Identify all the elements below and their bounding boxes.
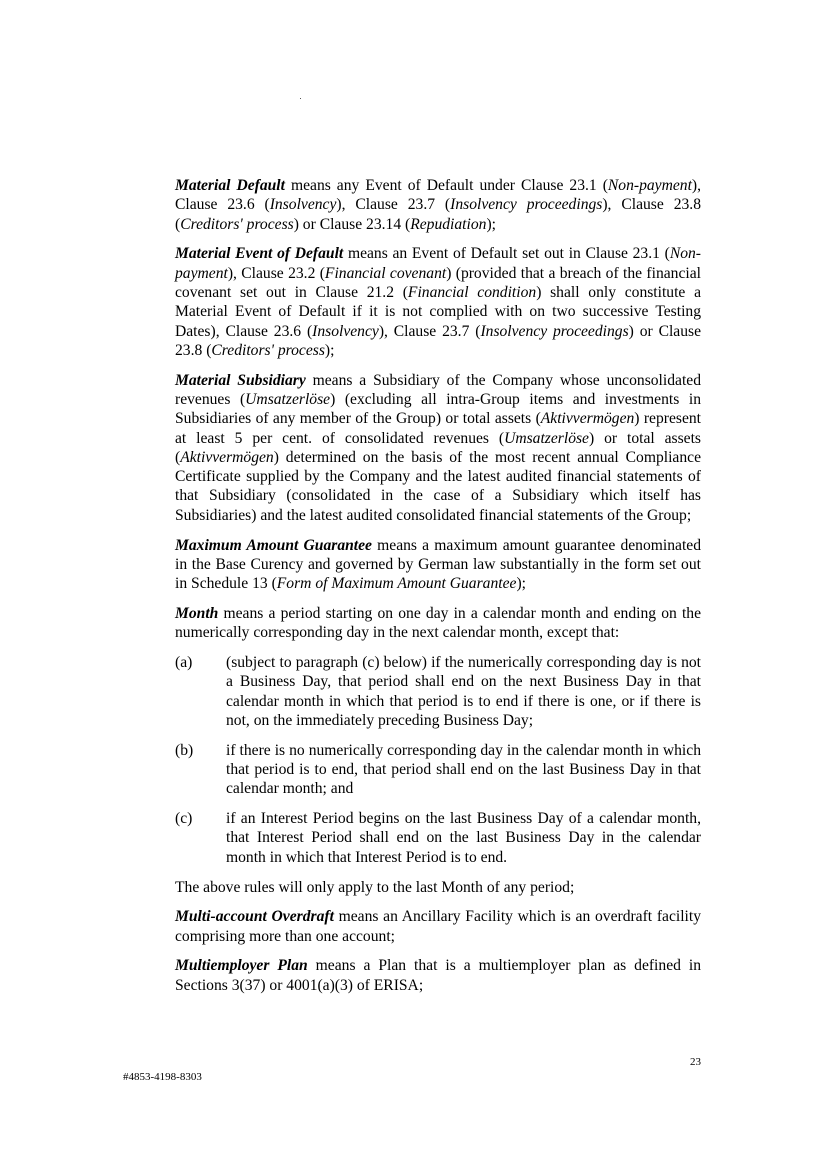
definition-material-default: Material Default means any Event of Default under Clause 23.1 (Non-payment), Clause 23.6 (Insolvency), Clause 23.7 (Insolvency proceedings), Clause 23.8 (Creditors' process) or Clause 23.14 (Repudiation); — [175, 177, 701, 233]
definition-multi-account-overdraft: Multi-account Overdraft means an Ancillary Facility which is an overdraft facility comprising more than one account; — [175, 908, 701, 945]
definitions-body — [175, 176, 701, 1005]
definition-multiemployer-plan: Multiemployer Plan means a Plan that is a multiemployer plan as defined in Sections 3(37) or 4001(a)(3) of ERISA; — [175, 957, 701, 994]
term: Material Subsidiary — [175, 371, 306, 389]
list-item-label: (c) — [175, 810, 193, 828]
list-item-text: if an Interest Period begins on the last Business Day of a calendar month, that Interest Period shall end on the last Business Day in the calendar month in which that Interest Period is to end. — [226, 810, 701, 866]
month-closing-rule: The above rules will only apply to the last Month of any period; — [175, 878, 575, 896]
list-item-text: (subject to paragraph (c) below) if the numerically corresponding day is not a Business Day, that period shall end on the next Business Day in that calendar month in which that period is to end if there is one, or if there is not, on the immediately preceding Business Day; — [226, 654, 701, 729]
page-number: 23 — [690, 1056, 701, 1068]
term: Material Default — [175, 177, 285, 194]
term: Month — [175, 604, 219, 622]
term: Multi-account Overdraft — [175, 908, 334, 926]
list-item — [175, 741, 701, 799]
list-item-text: if there is no numerically corresponding day in the calendar month in which that period is to end, that period shall end on the last Business Day in that calendar month; and — [226, 741, 701, 798]
document-id: #4853-4198-8303 — [123, 1071, 202, 1083]
list-item-label: (b) — [175, 741, 194, 759]
list-item-label: (a) — [175, 654, 193, 672]
list-item — [175, 809, 701, 867]
definition-material-event-of-default: Material Event of Default means an Event of Default set out in Clause 23.1 (Non-payment), Clause 23.2 (Financial covenant) (provided that a breach of the financial covenant set out in Clause 21.2 (Financial condition) shall only constitute a Material Event of Default if it is not complied with on two successive Testing Dates), Clause 23.6 (Insolvency), Clause 23.7 (Insolvency proceedings) or Clause 23.8 (Creditors' process); — [175, 245, 702, 359]
definition-month: Month means a period starting on one day in a calendar month and ending on the numerically corresponding day in the next calendar month, except that: — [175, 604, 701, 642]
definition-material-subsidiary: Material Subsidiary means a Subsidiary of the Company whose unconsolidated revenues (Umsatzerlöse) (excluding all intra-Group items and investments in Subsidiaries of any member of the Group) or total assets (Aktivvermögen) represent at least 5 per cent. of consolidated revenues (Umsatzerlöse) or total assets (Aktivvermögen) determined on the basis of the most recent annual Compliance Certificate supplied by the Company and the latest audited financial statements of that Subsidiary (consolidated in the case of a Subsidiary which itself has Subsidiaries) and the latest audited consolidated financial statements of the Group; — [175, 371, 701, 524]
term: Material Event of Default — [175, 245, 344, 263]
list-item — [175, 653, 701, 730]
term: Multiemployer Plan — [175, 957, 308, 975]
definition-maximum-amount-guarantee: Maximum Amount Guarantee means a maximum amount guarantee denominated in the Base Curency and governed by German law substantially in the form set out in Schedule 13 (Form of Maximum Amount Guarantee); — [175, 536, 701, 593]
scan-mark — [300, 98, 301, 99]
term: Maximum Amount Guarantee — [175, 536, 372, 554]
